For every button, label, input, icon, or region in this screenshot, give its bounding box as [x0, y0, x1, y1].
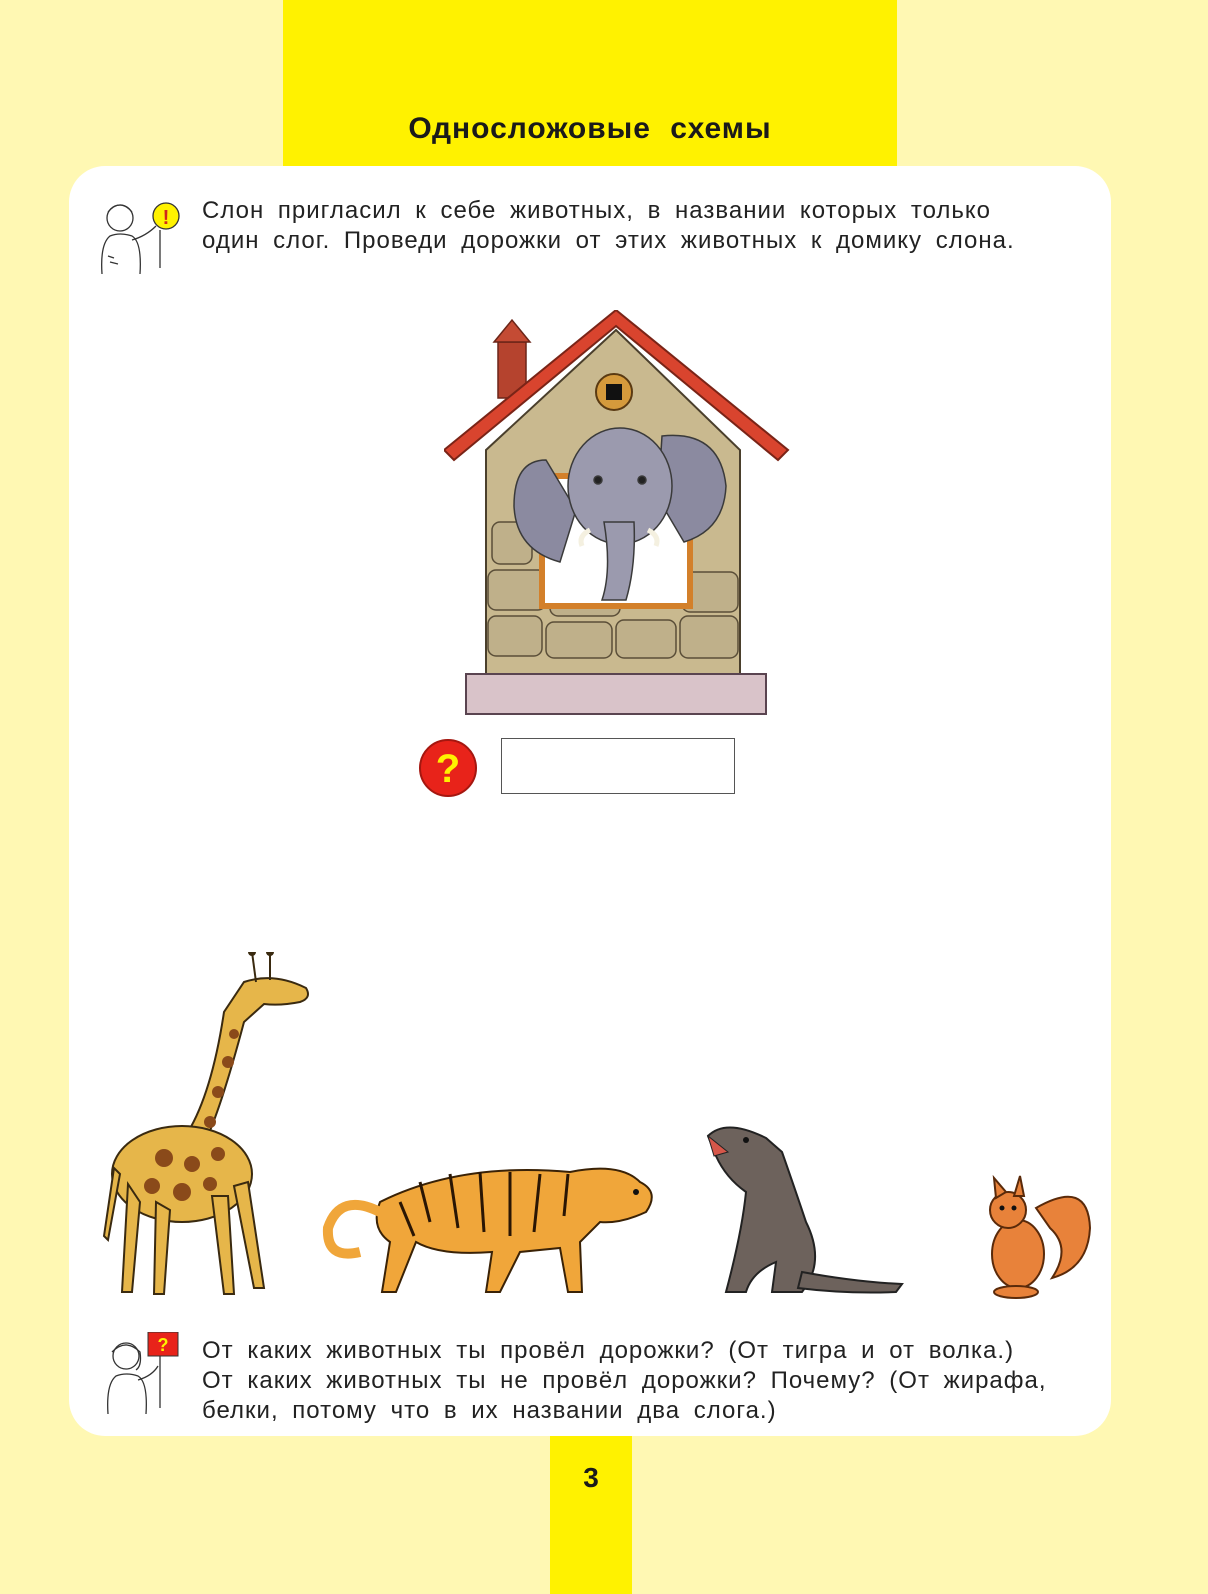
discussion-questions [202, 1336, 1092, 1426]
question-flag-icon [148, 1332, 178, 1356]
teacher-exclamation-figure [88, 196, 188, 276]
task-line: Слон пригласил к себе животных, в названии которых только [202, 197, 992, 224]
squirrel-illustration [976, 1168, 1096, 1300]
page-number-band [550, 1436, 632, 1594]
page-title: Односложовые схемы [408, 112, 772, 145]
question-line: белки, потому что в их названии два слога.) [202, 1397, 777, 1424]
elephant-house-illustration [444, 310, 794, 722]
svg-text:?: ? [435, 747, 461, 791]
task-text [202, 196, 1072, 256]
task-line: один слог. Проведи дорожки от этих животных к домику слона. [202, 227, 1015, 254]
question-icon [418, 738, 478, 798]
giraffe-illustration [94, 952, 314, 1304]
question-line: От каких животных ты провёл дорожки? (От тигра и от волка.) [202, 1337, 1015, 1364]
exclamation-icon [153, 203, 179, 229]
child-question-figure [96, 1332, 192, 1416]
tiger-illustration [320, 1132, 666, 1302]
page-number: 3 [583, 1462, 599, 1493]
title-band [283, 0, 897, 175]
wolf-illustration [706, 1112, 906, 1302]
svg-text:?: ? [157, 1335, 169, 1355]
question-line: От каких животных ты не провёл дорожки? Почему? (От жирафа, [202, 1367, 1047, 1394]
svg-text:!: ! [162, 207, 170, 229]
attic-window [596, 374, 632, 410]
answer-box[interactable] [501, 738, 735, 794]
